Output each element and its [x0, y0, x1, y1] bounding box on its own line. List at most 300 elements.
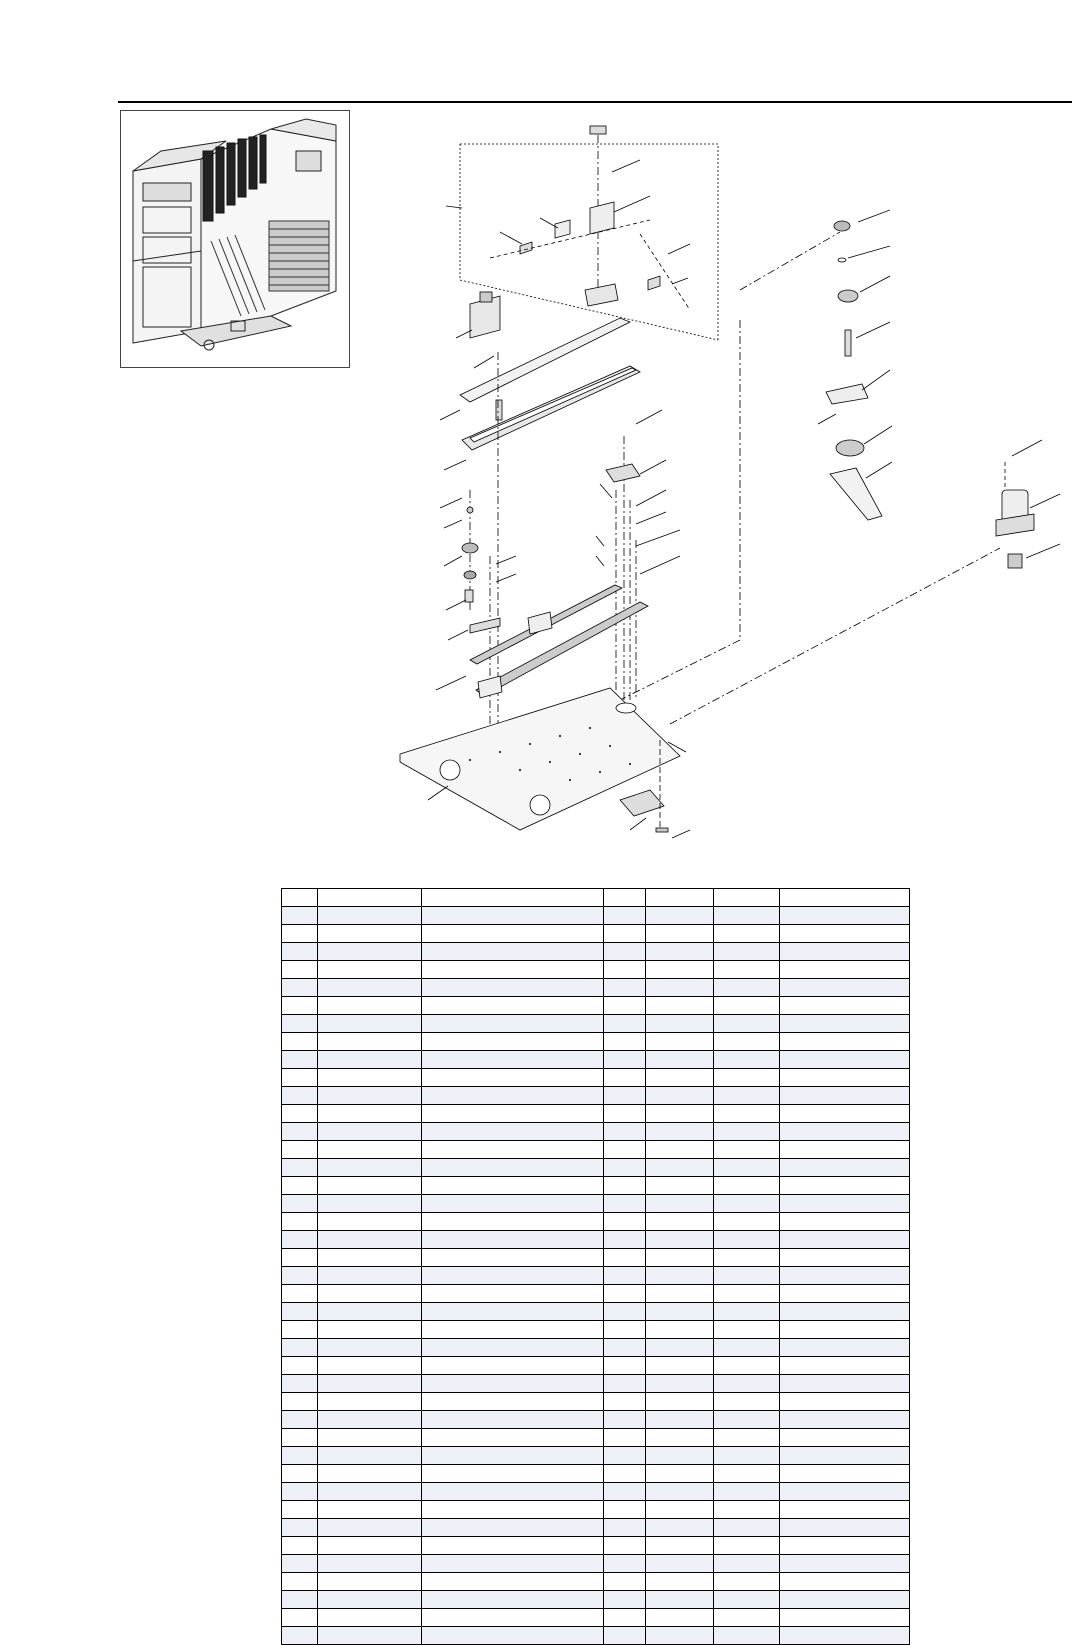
table-cell — [282, 925, 318, 943]
table-cell — [714, 943, 780, 961]
table-row — [282, 1051, 910, 1069]
table-cell — [604, 1267, 646, 1285]
col-header — [646, 889, 714, 907]
table-cell — [318, 1303, 422, 1321]
table-cell — [714, 1321, 780, 1339]
table-row — [282, 1483, 910, 1501]
table-cell — [646, 1231, 714, 1249]
table-cell — [646, 1429, 714, 1447]
table-cell — [780, 1141, 910, 1159]
table-cell — [282, 1429, 318, 1447]
table-cell — [318, 943, 422, 961]
table-cell — [646, 1447, 714, 1465]
table-cell — [714, 1501, 780, 1519]
table-cell — [646, 1015, 714, 1033]
table-cell — [318, 1177, 422, 1195]
table-cell — [714, 1231, 780, 1249]
table-cell — [780, 1375, 910, 1393]
table-row — [282, 1393, 910, 1411]
table-cell — [714, 1627, 780, 1645]
table-cell — [318, 1357, 422, 1375]
table-cell — [646, 1573, 714, 1591]
table-cell — [282, 1537, 318, 1555]
table-cell — [604, 1321, 646, 1339]
table-cell — [646, 907, 714, 925]
table-row — [282, 1123, 910, 1141]
table-row — [282, 1177, 910, 1195]
table-cell — [318, 1249, 422, 1267]
table-cell — [780, 943, 910, 961]
table-cell — [282, 1591, 318, 1609]
table-cell — [422, 1231, 604, 1249]
table-row — [282, 1249, 910, 1267]
table-cell — [604, 907, 646, 925]
table-cell — [714, 1555, 780, 1573]
table-cell — [282, 1267, 318, 1285]
table-cell — [282, 1321, 318, 1339]
table-cell — [318, 1393, 422, 1411]
table-header-row — [282, 889, 910, 907]
table-cell — [780, 1627, 910, 1645]
table-cell — [422, 997, 604, 1015]
table-cell — [422, 1249, 604, 1267]
table-row — [282, 1447, 910, 1465]
table-cell — [714, 1339, 780, 1357]
table-cell — [422, 1195, 604, 1213]
table-cell — [714, 979, 780, 997]
table-cell — [714, 1303, 780, 1321]
table-cell — [714, 1393, 780, 1411]
table-cell — [604, 1015, 646, 1033]
table-cell — [646, 1555, 714, 1573]
table-cell — [646, 1141, 714, 1159]
table-cell — [604, 1303, 646, 1321]
table-cell — [780, 1465, 910, 1483]
table-cell — [780, 1249, 910, 1267]
table-cell — [646, 961, 714, 979]
table-cell — [604, 1429, 646, 1447]
table-cell — [422, 943, 604, 961]
table-cell — [318, 1105, 422, 1123]
table-cell — [604, 1249, 646, 1267]
table-row — [282, 1195, 910, 1213]
table-cell — [318, 1375, 422, 1393]
table-cell — [318, 1141, 422, 1159]
table-cell — [646, 1033, 714, 1051]
table-cell — [780, 1411, 910, 1429]
table-cell — [282, 1249, 318, 1267]
table-cell — [282, 1375, 318, 1393]
table-cell — [646, 1411, 714, 1429]
table-cell — [604, 979, 646, 997]
table-cell — [604, 1285, 646, 1303]
table-cell — [714, 1483, 780, 1501]
table-cell — [282, 1069, 318, 1087]
table-cell — [282, 1123, 318, 1141]
table-cell — [780, 1069, 910, 1087]
table-row — [282, 1141, 910, 1159]
table-cell — [604, 1573, 646, 1591]
table-cell — [646, 1249, 714, 1267]
table-cell — [318, 1591, 422, 1609]
table-cell — [714, 1141, 780, 1159]
table-cell — [780, 1177, 910, 1195]
table-cell — [646, 943, 714, 961]
table-row — [282, 997, 910, 1015]
table-cell — [422, 1051, 604, 1069]
table-cell — [318, 1213, 422, 1231]
table-cell — [780, 1015, 910, 1033]
table-row — [282, 961, 910, 979]
table-cell — [318, 997, 422, 1015]
table-cell — [604, 961, 646, 979]
table-cell — [422, 1483, 604, 1501]
table-cell — [282, 1519, 318, 1537]
table-cell — [714, 1177, 780, 1195]
table-row — [282, 1555, 910, 1573]
table-cell — [646, 1501, 714, 1519]
table-cell — [318, 1483, 422, 1501]
table-cell — [282, 1213, 318, 1231]
table-cell — [282, 1627, 318, 1645]
table-cell — [282, 943, 318, 961]
table-cell — [714, 1087, 780, 1105]
table-cell — [422, 1375, 604, 1393]
table-cell — [646, 1069, 714, 1087]
table-cell — [604, 1123, 646, 1141]
table-cell — [422, 1339, 604, 1357]
table-cell — [780, 1357, 910, 1375]
table-cell — [604, 1177, 646, 1195]
table-cell — [604, 1231, 646, 1249]
table-cell — [604, 1501, 646, 1519]
table-cell — [422, 1573, 604, 1591]
table-cell — [282, 1411, 318, 1429]
table-cell — [714, 1213, 780, 1231]
table-cell — [604, 1159, 646, 1177]
table-cell — [780, 1321, 910, 1339]
table-cell — [422, 1069, 604, 1087]
table-cell — [318, 1573, 422, 1591]
table-cell — [646, 1213, 714, 1231]
table-cell — [714, 1267, 780, 1285]
table-cell — [422, 1501, 604, 1519]
table-cell — [282, 979, 318, 997]
table-cell — [646, 979, 714, 997]
table-cell — [646, 1609, 714, 1627]
table-cell — [646, 1537, 714, 1555]
table-cell — [318, 1339, 422, 1357]
table-cell — [646, 1087, 714, 1105]
table-cell — [714, 1069, 780, 1087]
table-cell — [780, 1537, 910, 1555]
table-cell — [714, 1519, 780, 1537]
table-cell — [318, 1051, 422, 1069]
table-cell — [422, 1555, 604, 1573]
table-cell — [422, 1537, 604, 1555]
table-row — [282, 1429, 910, 1447]
table-cell — [282, 1159, 318, 1177]
table-cell — [780, 1519, 910, 1537]
table-cell — [780, 1483, 910, 1501]
table-cell — [604, 1555, 646, 1573]
table-cell — [318, 1069, 422, 1087]
table-cell — [282, 1195, 318, 1213]
table-cell — [646, 1285, 714, 1303]
col-header — [604, 889, 646, 907]
table-cell — [282, 1573, 318, 1591]
table-cell — [422, 1321, 604, 1339]
table-cell — [282, 907, 318, 925]
table-cell — [318, 1159, 422, 1177]
table-cell — [282, 1483, 318, 1501]
parts-table-body — [282, 907, 910, 1645]
table-cell — [604, 1357, 646, 1375]
table-cell — [714, 1447, 780, 1465]
table-cell — [646, 1195, 714, 1213]
table-cell — [422, 1411, 604, 1429]
table-cell — [714, 1015, 780, 1033]
table-cell — [318, 1033, 422, 1051]
table-cell — [714, 1573, 780, 1591]
table-row — [282, 1375, 910, 1393]
table-cell — [282, 1501, 318, 1519]
table-cell — [422, 1393, 604, 1411]
table-cell — [318, 1321, 422, 1339]
table-cell — [422, 1357, 604, 1375]
table-cell — [646, 1123, 714, 1141]
table-cell — [714, 1411, 780, 1429]
table-cell — [780, 979, 910, 997]
table-cell — [714, 1591, 780, 1609]
table-cell — [604, 1447, 646, 1465]
table-cell — [780, 1123, 910, 1141]
table-row — [282, 1213, 910, 1231]
table-cell — [318, 1465, 422, 1483]
table-cell — [714, 1609, 780, 1627]
table-cell — [282, 1141, 318, 1159]
table-cell — [282, 961, 318, 979]
table-cell — [422, 925, 604, 943]
table-cell — [604, 943, 646, 961]
table-cell — [604, 925, 646, 943]
table-cell — [646, 1105, 714, 1123]
table-cell — [282, 1087, 318, 1105]
table-row — [282, 1303, 910, 1321]
table-cell — [422, 1303, 604, 1321]
table-cell — [422, 1465, 604, 1483]
table-cell — [714, 1375, 780, 1393]
table-cell — [646, 1519, 714, 1537]
table-cell — [780, 1087, 910, 1105]
table-cell — [422, 1123, 604, 1141]
table-row — [282, 1519, 910, 1537]
table-cell — [282, 1357, 318, 1375]
col-header — [714, 889, 780, 907]
table-cell — [646, 1393, 714, 1411]
table-cell — [604, 1375, 646, 1393]
table-cell — [780, 1213, 910, 1231]
table-cell — [318, 1429, 422, 1447]
table-cell — [422, 979, 604, 997]
table-cell — [780, 1195, 910, 1213]
table-cell — [714, 997, 780, 1015]
table-cell — [318, 907, 422, 925]
table-cell — [318, 1609, 422, 1627]
table-cell — [318, 1267, 422, 1285]
table-row — [282, 1573, 910, 1591]
table-row — [282, 1069, 910, 1087]
table-cell — [318, 1501, 422, 1519]
table-cell — [318, 1411, 422, 1429]
table-cell — [604, 1537, 646, 1555]
table-cell — [422, 1627, 604, 1645]
table-cell — [282, 1447, 318, 1465]
table-cell — [780, 1609, 910, 1627]
table-cell — [318, 1015, 422, 1033]
table-row — [282, 1591, 910, 1609]
table-cell — [714, 961, 780, 979]
table-cell — [714, 1429, 780, 1447]
table-cell — [780, 1501, 910, 1519]
table-row — [282, 907, 910, 925]
table-cell — [780, 1591, 910, 1609]
table-row — [282, 1033, 910, 1051]
table-cell — [422, 1285, 604, 1303]
table-cell — [646, 925, 714, 943]
table-cell — [646, 1357, 714, 1375]
table-cell — [714, 1285, 780, 1303]
table-cell — [646, 1375, 714, 1393]
table-cell — [282, 1555, 318, 1573]
table-cell — [604, 1141, 646, 1159]
table-cell — [646, 1339, 714, 1357]
table-cell — [318, 1519, 422, 1537]
table-cell — [282, 1015, 318, 1033]
table-row — [282, 1357, 910, 1375]
table-cell — [646, 997, 714, 1015]
table-cell — [714, 1159, 780, 1177]
table-cell — [714, 907, 780, 925]
table-cell — [318, 1123, 422, 1141]
table-cell — [604, 1033, 646, 1051]
table-cell — [318, 979, 422, 997]
table-cell — [318, 961, 422, 979]
col-header — [318, 889, 422, 907]
table-row — [282, 925, 910, 943]
table-cell — [318, 1285, 422, 1303]
table-cell — [422, 1015, 604, 1033]
table-cell — [780, 1339, 910, 1357]
table-cell — [646, 1465, 714, 1483]
table-cell — [282, 1285, 318, 1303]
table-cell — [646, 1627, 714, 1645]
table-cell — [780, 1105, 910, 1123]
table-cell — [604, 1213, 646, 1231]
col-header — [422, 889, 604, 907]
table-cell — [780, 997, 910, 1015]
table-cell — [282, 1609, 318, 1627]
table-row — [282, 1087, 910, 1105]
table-cell — [780, 1285, 910, 1303]
table-cell — [422, 1105, 604, 1123]
table-cell — [780, 907, 910, 925]
table-cell — [780, 1159, 910, 1177]
table-cell — [604, 1105, 646, 1123]
table-cell — [646, 1303, 714, 1321]
table-cell — [604, 1609, 646, 1627]
table-cell — [282, 1177, 318, 1195]
table-row — [282, 1609, 910, 1627]
parts-list-table — [281, 888, 910, 1645]
table-row — [282, 1537, 910, 1555]
table-cell — [780, 1051, 910, 1069]
table-row — [282, 1015, 910, 1033]
table-cell — [714, 1357, 780, 1375]
table-cell — [422, 1177, 604, 1195]
table-cell — [422, 1519, 604, 1537]
table-row — [282, 1411, 910, 1429]
table-cell — [318, 1447, 422, 1465]
table-cell — [714, 925, 780, 943]
table-row — [282, 1159, 910, 1177]
table-cell — [646, 1267, 714, 1285]
table-cell — [714, 1123, 780, 1141]
table-cell — [422, 1591, 604, 1609]
table-cell — [422, 1447, 604, 1465]
table-cell — [646, 1483, 714, 1501]
table-cell — [604, 1627, 646, 1645]
table-row — [282, 1627, 910, 1645]
table-row — [282, 1501, 910, 1519]
table-cell — [422, 1033, 604, 1051]
table-row — [282, 943, 910, 961]
table-cell — [318, 925, 422, 943]
table-cell — [318, 1231, 422, 1249]
table-cell — [282, 997, 318, 1015]
table-cell — [422, 1213, 604, 1231]
table-cell — [780, 1267, 910, 1285]
table-cell — [282, 1465, 318, 1483]
table-cell — [422, 1267, 604, 1285]
table-cell — [282, 1231, 318, 1249]
table-cell — [318, 1537, 422, 1555]
table-cell — [780, 1573, 910, 1591]
table-cell — [282, 1303, 318, 1321]
table-cell — [422, 1141, 604, 1159]
table-cell — [604, 1483, 646, 1501]
table-cell — [646, 1591, 714, 1609]
col-header — [282, 889, 318, 907]
table-cell — [604, 1465, 646, 1483]
table-cell — [282, 1033, 318, 1051]
table-cell — [604, 1195, 646, 1213]
table-cell — [780, 1303, 910, 1321]
table-cell — [604, 1087, 646, 1105]
table-cell — [714, 1033, 780, 1051]
table-cell — [714, 1195, 780, 1213]
table-row — [282, 1339, 910, 1357]
table-cell — [646, 1177, 714, 1195]
table-cell — [780, 1033, 910, 1051]
table-cell — [318, 1195, 422, 1213]
table-row — [282, 1465, 910, 1483]
table-cell — [714, 1465, 780, 1483]
table-cell — [780, 1447, 910, 1465]
table-cell — [318, 1555, 422, 1573]
table-cell — [282, 1339, 318, 1357]
table-cell — [714, 1105, 780, 1123]
